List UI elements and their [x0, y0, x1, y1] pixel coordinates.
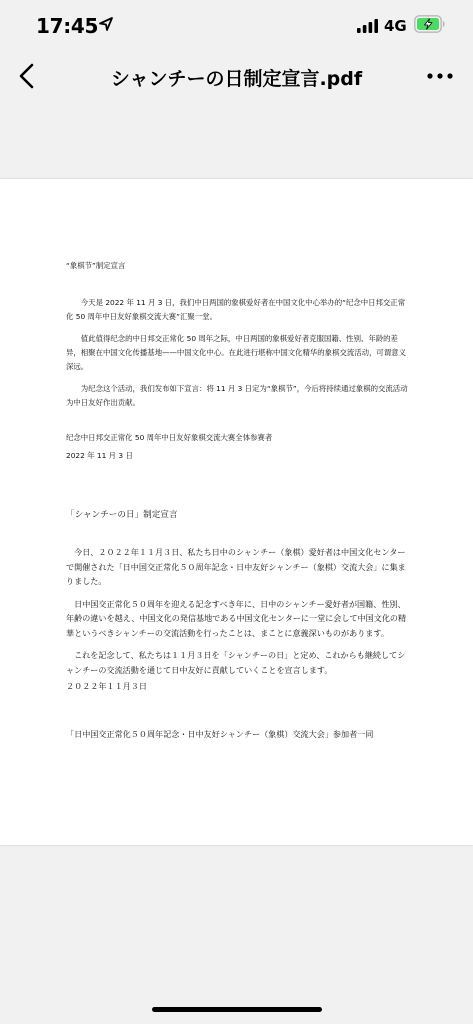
- jp-date: ２０２２年１１月３日: [66, 681, 147, 691]
- signal-bars-icon: [357, 19, 379, 33]
- jp-paragraph: 日中国交正常化５０周年を迎える記念すべき年に、日中のシャンチー愛好者が国籍、性別、年齢の違いを越え、中国文化の発信基地である中国文化センターに一堂に会して中国文化の精華というべきシャンチーの交流活動を行ったことは、まことに意義深いものがあります。: [66, 598, 407, 638]
- status-bar: [0, 0, 473, 50]
- cn-paragraph: 今天是 2022 年 11 月 3 日，我们中日两国的象棋爱好者在中国文化中心举办的“纪念中日邦交正常化 50 周年中日友好象棋交流大赛”汇聚一堂。: [66, 298, 406, 321]
- network-type: 4G: [384, 17, 407, 35]
- pdf-page: [0, 179, 473, 845]
- jp-declaration-body: [66, 545, 408, 685]
- cn-date: 2022 年 11 月 3 日: [66, 451, 133, 460]
- back-chevron-icon[interactable]: [12, 58, 42, 94]
- battery-charging-icon: [414, 15, 446, 33]
- cn-signature: 纪念中日邦交正常化 50 周年中日友好象棋交流大赛全体参赛者: [66, 433, 273, 442]
- cn-declaration-body: [66, 296, 408, 418]
- more-options-icon[interactable]: [424, 68, 456, 84]
- jp-declaration-title: 「シャンチーの日」制定宣言: [66, 510, 178, 520]
- jp-paragraph: これを記念して、私たちは１１月３日を「シャンチーの日」と定め、これからも継続してシャンチーの交流活動を通じて日中友好に貢献していくことを宣言します。: [66, 650, 406, 675]
- cn-paragraph: 值此值得纪念的中日邦交正常化 50 周年之际，中日两国的象棋爱好者克服国籍、性别、年龄的差异，相聚在中国文化传播基地——中国文化中心。在此进行堪称中国文化精华的象棋交流活动，可谓意义深远。: [66, 334, 406, 371]
- home-indicator[interactable]: [152, 1007, 322, 1012]
- jp-signature: 「日中国交正常化５０周年記念・日中友好シャンチー（象棋）交流大会」参加者一同: [66, 729, 374, 739]
- cn-paragraph: 为纪念这个活动，我们发布如下宣言：将 11 月 3 日定为“象棋节”，今后将持续通过象棋的交流活动为中日友好作出贡献。: [66, 384, 408, 407]
- jp-paragraph: 今日、２０２２年１１月３日、私たち日中のシャンチー（象棋）愛好者は中国文化センターで開催された「日中国交正常化５０周年記念・日中友好シャンチー（象棋）交流大会」に集まりました。: [66, 547, 406, 586]
- location-arrow-icon: [98, 16, 114, 32]
- document-title: シャンチーの日制定宣言.pdf: [110, 68, 363, 90]
- status-time: 17:45: [36, 14, 99, 38]
- cn-declaration-title: “象棋节”制定宣言: [66, 261, 126, 270]
